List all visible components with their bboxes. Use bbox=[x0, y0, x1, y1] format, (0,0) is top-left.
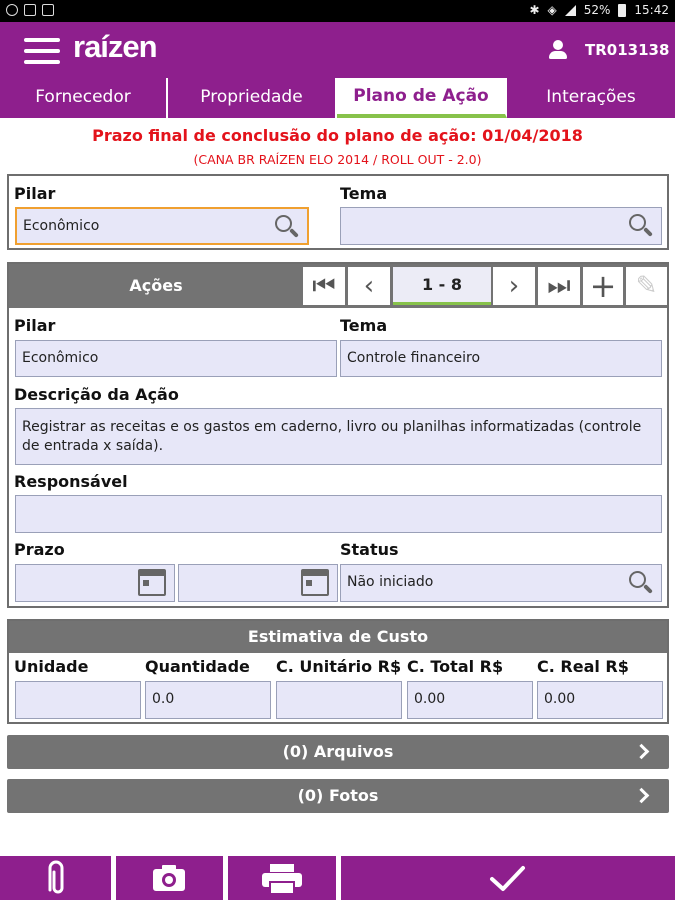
responsavel-field[interactable] bbox=[15, 495, 662, 533]
search-icon[interactable] bbox=[629, 214, 653, 238]
tab-bar bbox=[0, 78, 675, 118]
image-notification-icon bbox=[24, 4, 36, 16]
pager-indicator: 1 - 8 bbox=[393, 267, 491, 305]
confirm-button[interactable] bbox=[341, 856, 675, 900]
search-icon[interactable] bbox=[275, 215, 299, 239]
notification-icons bbox=[6, 4, 54, 16]
first-page-button[interactable] bbox=[303, 267, 347, 305]
actions-tema-label: Tema bbox=[340, 316, 388, 335]
actions-title: Ações bbox=[129, 276, 183, 295]
chevron-right-icon: › bbox=[508, 271, 520, 301]
quantidade-field[interactable]: 0.0 bbox=[145, 681, 271, 719]
actions-pilar-field[interactable]: Econômico bbox=[15, 340, 337, 377]
next-page-button[interactable] bbox=[493, 267, 537, 305]
actions-pilar-label: Pilar bbox=[14, 316, 56, 335]
custo-total-field[interactable]: 0.00 bbox=[407, 681, 533, 719]
quantidade-label: Quantidade bbox=[145, 657, 250, 676]
camera-button[interactable] bbox=[116, 856, 223, 900]
custo-total-label: C. Total R$ bbox=[407, 657, 504, 676]
user-code[interactable]: TR013138 bbox=[585, 41, 670, 59]
plus-icon: + bbox=[589, 267, 617, 305]
fotos-label: (0) Fotos bbox=[297, 786, 379, 805]
camera-icon bbox=[116, 856, 223, 900]
arquivos-section[interactable] bbox=[7, 735, 669, 769]
filter-panel bbox=[7, 174, 669, 250]
tab-propriedade[interactable]: Propriedade bbox=[168, 78, 337, 118]
status-label: Status bbox=[340, 540, 399, 559]
filter-pilar-field[interactable] bbox=[15, 207, 309, 245]
tab-fornecedor[interactable]: Fornecedor bbox=[0, 78, 168, 118]
filter-pilar-label: Pilar bbox=[14, 184, 56, 203]
custo-unitario-label: C. Unitário R$ bbox=[276, 657, 402, 676]
printer-icon bbox=[228, 856, 336, 900]
filter-pilar-value: Econômico bbox=[23, 218, 100, 234]
chevron-left-icon: ‹ bbox=[363, 271, 375, 301]
system-status bbox=[529, 3, 669, 17]
paperclip-icon bbox=[0, 856, 111, 900]
arquivos-label: (0) Arquivos bbox=[282, 742, 394, 761]
calendar-icon[interactable] bbox=[138, 569, 166, 596]
wifi-icon: ◈ bbox=[547, 3, 557, 17]
actions-header bbox=[9, 264, 667, 308]
tab-plano-de-acao[interactable]: Plano de Ação bbox=[337, 78, 507, 118]
status-field[interactable] bbox=[340, 564, 662, 602]
custo-unitario-field[interactable] bbox=[276, 681, 402, 719]
first-page-icon: ⏮ bbox=[312, 271, 336, 301]
app-bar bbox=[0, 22, 675, 78]
calendar-icon[interactable] bbox=[301, 569, 329, 596]
last-page-button[interactable] bbox=[538, 267, 582, 305]
mail-notification-icon bbox=[42, 4, 54, 16]
bluetooth-icon: ✱ bbox=[529, 3, 540, 17]
filter-tema-label: Tema bbox=[340, 184, 388, 203]
custo-real-label: C. Real R$ bbox=[537, 657, 629, 676]
last-page-icon: ⏭ bbox=[547, 271, 571, 301]
status-bar bbox=[0, 0, 675, 22]
actions-panel bbox=[7, 262, 669, 608]
bottom-action-bar bbox=[0, 852, 675, 900]
actions-tema-field[interactable]: Controle financeiro bbox=[340, 340, 662, 377]
print-button[interactable] bbox=[228, 856, 336, 900]
menu-icon[interactable] bbox=[24, 38, 60, 64]
prazo-end-field[interactable] bbox=[178, 564, 338, 602]
unidade-field[interactable] bbox=[15, 681, 141, 719]
clock: 15:42 bbox=[634, 3, 669, 17]
previous-page-button[interactable] bbox=[348, 267, 392, 305]
battery-level: 52% bbox=[583, 3, 611, 17]
prazo-start-field[interactable] bbox=[15, 564, 175, 602]
filter-tema-field[interactable] bbox=[340, 207, 662, 245]
descricao-field[interactable]: Registrar as receitas e os gastos em caderno, livro ou planilhas informatizadas (controle de entrada x saída). bbox=[15, 408, 662, 465]
prazo-label: Prazo bbox=[14, 540, 65, 559]
sync-notification-icon bbox=[6, 4, 18, 16]
custo-real-field[interactable]: 0.00 bbox=[537, 681, 663, 719]
attach-button[interactable] bbox=[0, 856, 111, 900]
responsavel-label: Responsável bbox=[14, 472, 128, 491]
deadline-text: Prazo final de conclusão do plano de ação: 01/04/2018 bbox=[92, 126, 583, 145]
raizen-logo: raízen bbox=[73, 29, 157, 64]
unidade-label: Unidade bbox=[14, 657, 89, 676]
cost-estimate-panel bbox=[7, 619, 669, 724]
user-icon[interactable] bbox=[548, 40, 568, 60]
cost-estimate-title: Estimativa de Custo bbox=[9, 621, 667, 653]
edit-action-button[interactable] bbox=[626, 267, 667, 305]
add-action-button[interactable] bbox=[583, 267, 625, 305]
checkmark-icon bbox=[341, 856, 675, 900]
status-value: Não iniciado bbox=[347, 574, 434, 590]
battery-icon bbox=[618, 4, 626, 17]
descricao-label: Descrição da Ação bbox=[14, 385, 179, 404]
pencil-icon: ✎ bbox=[635, 271, 658, 301]
chevron-right-icon bbox=[634, 744, 650, 760]
tab-interacoes[interactable]: Interações bbox=[546, 87, 636, 107]
search-icon[interactable] bbox=[629, 571, 653, 595]
signal-icon bbox=[565, 5, 576, 16]
fotos-section[interactable] bbox=[7, 779, 669, 813]
chevron-right-icon bbox=[634, 788, 650, 804]
program-text: (CANA BR RAÍZEN ELO 2014 / ROLL OUT - 2.0) bbox=[193, 152, 482, 167]
